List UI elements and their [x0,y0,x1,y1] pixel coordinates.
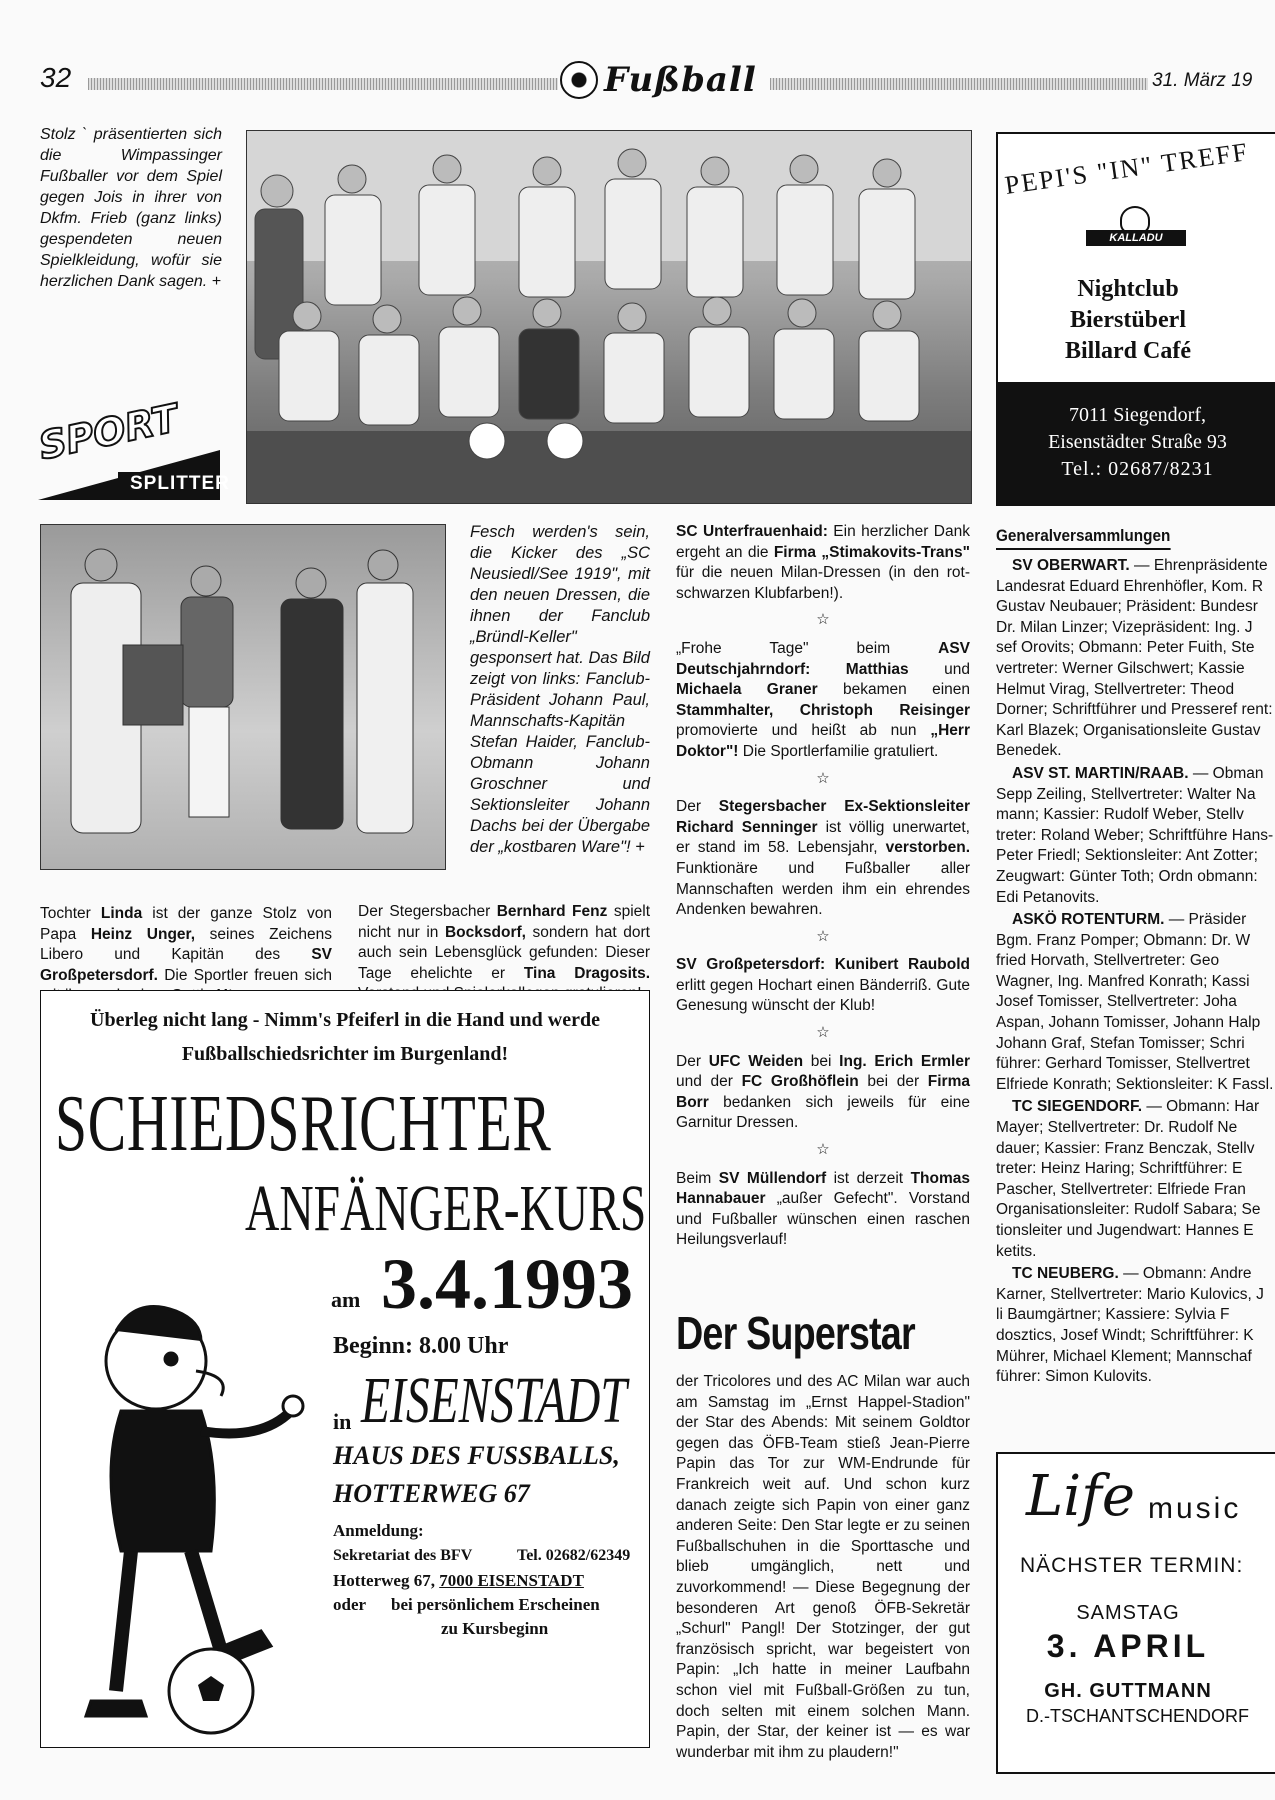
or-label: oder [333,1595,367,1614]
registration-address: Hotterweg 67, 7000 EISENSTADT [333,1571,584,1590]
pepis-address-line2: Eisenstädter Straße 93 [1048,431,1227,453]
unger-caption: Tochter Linda ist der ganze Stolz von Papa Heinz Unger, seines Zeichens Libero und Kapitän des SV Großpetersdorf. Die Sportler freuen sich [40,905,332,984]
sport-splitter-logo [34,395,230,502]
registration-office: Sekretariat des BFV [333,1547,473,1564]
splitter-item: Der UFC Weiden bei Ing. Erich Ermler und der FC Großhöflein bei der Firma Borr bedanken sich jeweils für eine Garnitur Dressen. [676,1052,970,1132]
course-date: 3.4.1993 [381,1244,633,1324]
referee-ad [40,990,650,1748]
life-town: D.-TSCHANTSCHENDORF [1026,1706,1249,1726]
gv-entry: SV OBERWART. — Ehrenpräsidente Landesrat Eduard Ehrenhöfler, Kom. R Gustav Neubauer; Präsident: Bundesr Dr. Milan Linzer; Vizepräsident: Ing. J sef Orovits; Obmann: Peter Fuith, Ste vertreter: Werner Gilschwert; Kassie Helmut Virag, Stellvertreter: Theod Dorner; Schriftführer und Presseref rent: Karl Blazek; Organisationsleite Gustav Benedek. [996,557,1273,760]
kalladu-logo [1086,206,1186,250]
gv-entry: ASKÖ ROTENTURM. — Präsider Bgm. Franz Pomper; Obmann: Dr. W fried Horvath, Stellvertreter: Geo Wagner, Ing. Manfred Konrath; Kassi Josef Tomisser, Stellvertreter: Joha Aspan, Johann Tomisser, Johann Halp Johann Graf, Stefan Tomisser; Schri führer: Gerhard Tomisser, Stellvertret Elfriede Konrath; Sektionsleiter: K Fassl. [996,911,1274,1093]
registration-phone: Tel. 02682/62349 [517,1547,631,1564]
header-rule-left [88,78,558,90]
in-label: in [333,1409,352,1434]
referee-headline: SCHIEDSRICHTER [55,1080,552,1168]
sport-word: SPORT [34,395,183,469]
section-logo-text: Fußball [604,60,757,100]
pepis-line1: Nightclub [1077,276,1179,302]
life-venue: GH. GUTTMANN [1044,1680,1212,1702]
gv-entry: ASV ST. MARTIN/RAAB. — Obman Sepp Zeiling, Stellvertreter: Walter Na mann; Kassier: Rudolf Weber, Stellv treter: Roland Weber; Schriftführe Hans-Peter Friedl; Sektionsleiter: Ant Zotter; Zeugwart: Günter Toth; Ordn obmann: Edi Petanovits. [996,764,1274,906]
kalladu-text: KALLADU [1086,230,1186,246]
splitter-item: SV Großpetersdorf: Kunibert Raubold erlitt gegen Hochart einen Bänderriß. Gute Genesung wünscht der Klub! [676,956,970,1015]
registration-label: Anmeldung: [333,1521,424,1540]
section-logo [560,58,757,102]
splitter-item: „Frohe Tage" beim ASV Deutschjahrndorf: Matthias und Michaela Graner bekamen einen Stammhalter, Christoph Reisinger promovierte und heißt ab nun „Herr Doktor"! Die Sportlerfamilie gratuliert. [676,639,970,760]
header-rule-right [770,78,1148,90]
issue-date: 31. März 19 [1152,70,1253,91]
fesch-caption: Fesch werden's sein, die Kicker des „SC Neusiedl/See 1919", mit den neuen Dressen, die ihnen der Fanclub „Bründl-Keller" gesponsert hat. Das Bild zeigt von links: Fanclub-Präsident Johann Paul, Mannschafts-Kapitän Stefan Haider, Fanclub-Obmann Johann Groschner und Sektionsleiter Johann Dachs bei der Übergabe der „kostbaren Ware"! + [470,523,650,856]
pepis-address-line1: 7011 Siegendorf, [1068,404,1206,426]
pepis-phone: Tel.: 02687/8231 [1061,458,1214,480]
superstar-headline: Der Superstar [676,1307,915,1359]
gv-entry: TC NEUBERG. — Obmann: Andre Karner, Stellvertreter: Mario Kulovics, J li Baumgärtner; Kassiere: Sylvia F dosztics, Josef Windt; Schriftführer: K Mührer, Michael Klement; Mannschaf führer: Simon Kulovits. [996,1265,1264,1386]
team-photo-figures [247,131,971,503]
life-logo: Life [1026,1464,1135,1529]
team-photo [246,130,972,504]
splitter-column [676,522,970,1253]
fenz-paragraph: Der Stegersbacher Bernhard Fenz spielt nicht nur in Bocksdorf, sondern hat dort auch sein Lebensglück gefunden: Dieser Tage ehelichte er Tina Dragosits. [358,903,651,982]
referee-ad-line2: Fußballschiedsrichter im Burgenland! [181,1043,509,1065]
star-divider: ☆ [816,611,830,629]
referee-ad-line1: Überleg nicht lang - Nimm's Pfeiferl in die Hand und werde [90,1009,600,1031]
pepis-services [998,274,1258,367]
am-label: am [331,1287,361,1312]
football-icon [560,61,598,99]
splitter-word: SPLITTER [130,473,230,494]
splitter-item: SC Unterfrauenhaid: Ein herzlicher Dank ergeht an die Firma „Stimakovits-Trans" für die neuen Milan-Dressen (in den rot-schwarzen Klubfarben!). [676,523,970,602]
splitter-item: Der Stegersbacher Ex-Sektionsleiter Richard Senninger ist völlig unerwartet, er stand im 58. Lebensjahr, verstorben. Funktionäre und Fußballer aller Mannschaften werden ihm ein ehrendes Andenken bewahren. [676,798,970,919]
life-music-ad [996,1452,1275,1774]
superstar-body: der Tricolores und des AC Milan war auch am Samstag im „Ernst Happel-Stadion" der Star des Abends: Mit seinem Goldtor gegen das ÖFB-Team stieß Jean-Pierre Papin das Tor zur WM-Endrunde für Frankreich weit auf. Und schon kurz danach zeigte sich Papin von einer ganz anderen Seite: Den Star legte er zu seinen Fußballschuhen in die Sporttasche und blieb umgänglich, nett und zuvorkommend! — Diese Begegnung der besonderen Art genoß ÖFB-Sekretär „Schurl" Pangl! Der Stotzinger, der gut französisch spricht, war begeistert von Papin: „Ich hatte in meiner Laufbahn schon viel mit Fußball-Größen zu tun, doch selten mit einem solchen Mann. Papin, der Star, der keiner ist — es war wunderbar mit ihm zu plaudern!" [676,1373,970,1761]
referee-cartoon [61,1291,331,1741]
course-headline: ANFÄNGER-KURS [245,1172,647,1245]
venue-line2: HOTTERWEG 67 [333,1479,530,1508]
pepis-ad [996,132,1275,506]
course-city: EISENSTADT [361,1364,627,1437]
page-number: 32 [40,62,72,93]
star-divider: ☆ [816,1024,830,1042]
registration-alt2: zu Kursbeginn [441,1619,549,1638]
pepis-title: PEPI'S "IN" TREFF [1003,137,1251,200]
pepis-line2: Bierstüberl [1070,307,1186,333]
venue-line1: HAUS DES FUSSBALLS, [333,1441,620,1470]
generalversammlungen-list [996,556,1275,1426]
life-day: SAMSTAG [1076,1602,1180,1624]
photo1-caption: Stolz ` präsentierten sich die Wimpassinger Fußballer vor dem Spiel gegen Jois in ihrer von Dkfm. Frieb (ganz links) gespendeten neuen Spielkleidung, wofür sie herzlichen Dank sagen. + [40,126,222,290]
music-word: music [1148,1492,1242,1525]
gv-entry: TC SIEGENDORF. — Obmann: Har Mayer; Stellvertreter: Dr. Rudolf Ne dauer; Kassier: Franz Benczak, Stellv treter: Heinz Haring; Schriftführer: E Pascher, Stellvertreter: Elfriede Fran Organisationsleiter: Rudolf Sabara; Se tionsleiter und Jugendwart: Hannes E ketits. [996,1098,1261,1260]
pepis-line3: Billard Café [1065,338,1191,364]
unger-photo-figures [41,525,445,869]
course-start-time: Beginn: 8.00 Uhr [333,1333,509,1359]
registration-alt1: bei persönlichem Erscheinen [391,1595,600,1614]
star-divider: ☆ [816,1141,830,1159]
unger-photo [40,524,446,870]
splitter-item: Beim SV Müllendorf ist derzeit Thomas Hannabauer „außer Gefecht". Vorstand und Fußballer wünschen einen raschen Heilungsverlauf! [676,1169,970,1249]
star-divider: ☆ [816,769,830,787]
star-divider: ☆ [816,927,830,945]
pepis-address-block [998,382,1275,504]
next-date-label: NÄCHSTER TERMIN: [1020,1554,1244,1577]
life-date: 3. APRIL [1046,1628,1210,1664]
generalversammlungen-heading: Generalversammlungen [996,526,1170,550]
